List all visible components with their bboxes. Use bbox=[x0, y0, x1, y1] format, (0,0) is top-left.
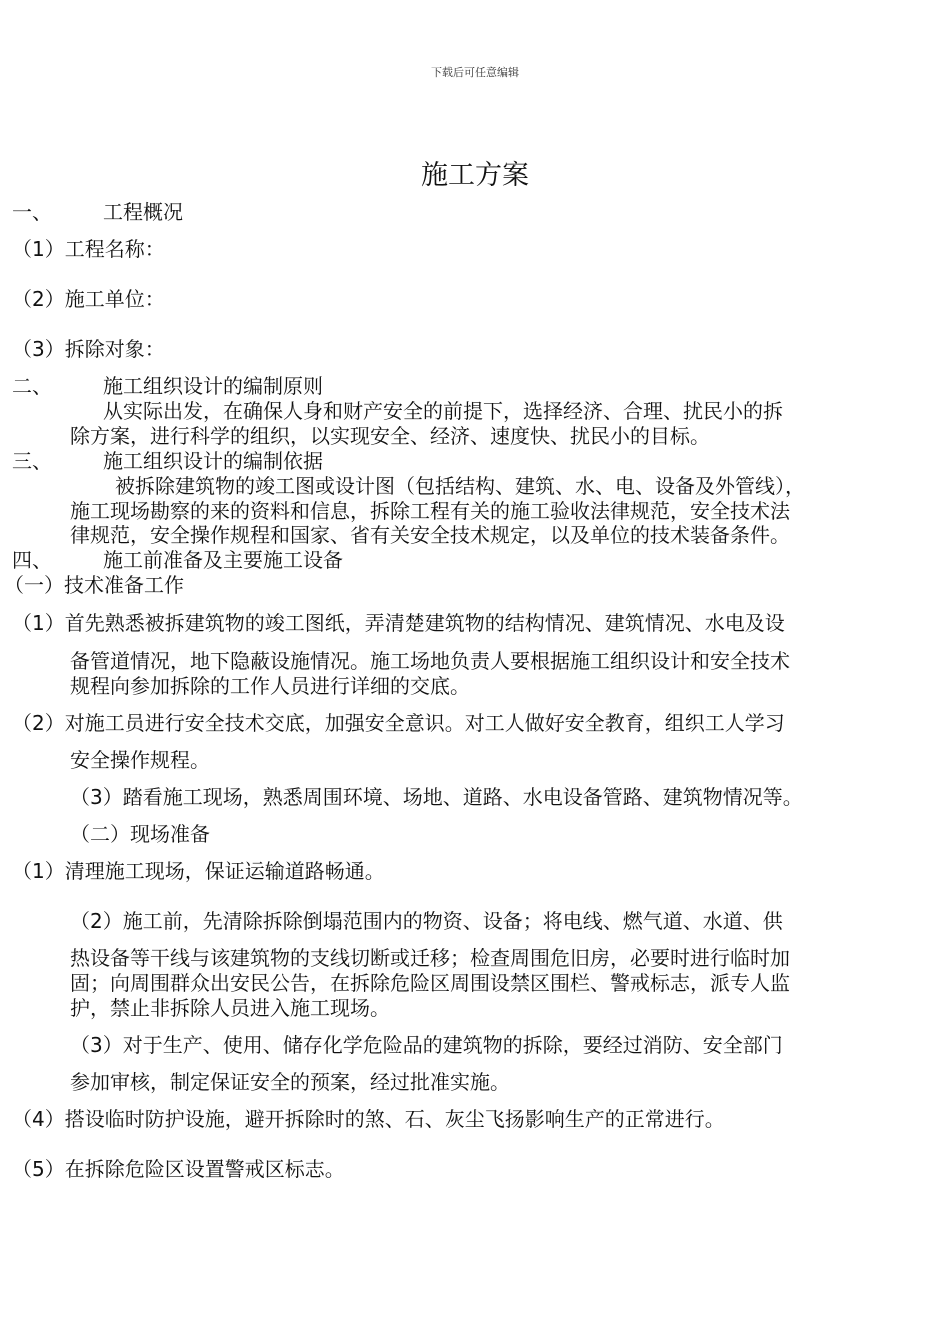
construction-unit-item: （2）施工单位： bbox=[12, 287, 165, 311]
tech-item-1-line: （1）首先熟悉被拆建筑物的竣工图纸，弄清楚建筑物的结构情况、建筑情况、水电及设 bbox=[12, 611, 785, 635]
site-item-4: （4）搭设临时防护设施，避开拆除时的煞、石、灰尘飞扬影响生产的正常进行。 bbox=[12, 1107, 725, 1131]
site-item-3-line: 参加审核，制定保证安全的预案，经过批准实施。 bbox=[70, 1070, 510, 1094]
section-3-heading: 施工组织设计的编制依据 bbox=[103, 449, 323, 473]
site-item-2-line: （2）施工前，先清除拆除倒塌范围内的物资、设备；将电线、燃气道、水道、供 bbox=[70, 909, 783, 933]
section-3-line: 施工现场勘察的来的资料和信息，拆除工程有关的施工验收法律规范，安全技术法 bbox=[70, 499, 790, 523]
section-2-line: 除方案，进行科学的组织，以实现安全、经济、速度快、扰民小的目标。 bbox=[70, 424, 710, 448]
document-title: 施工方案 bbox=[421, 160, 529, 191]
section-2-line: 从实际出发，在确保人身和财产安全的前提下，选择经济、合理、扰民小的拆 bbox=[103, 399, 783, 423]
section-4-heading: 施工前准备及主要施工设备 bbox=[103, 548, 343, 572]
section-3-line: 被拆除建筑物的竣工图或设计图（包括结构、建筑、水、电、设备及外管线）， bbox=[115, 474, 805, 498]
page-header: 下载后可任意编辑 bbox=[431, 66, 519, 79]
section-4-number: 四、 bbox=[12, 548, 52, 572]
site-item-3-line: （3）对于生产、使用、储存化学危险品的建筑物的拆除，要经过消防、安全部门 bbox=[70, 1033, 783, 1057]
section-3-line: 律规范，安全操作规程和国家、省有关安全技术规定，以及单位的技术装备条件。 bbox=[70, 523, 790, 547]
tech-item-2-line: （2）对施工员进行安全技术交底，加强安全意识。对工人做好安全教育，组织工人学习 bbox=[12, 711, 785, 735]
section-1-number: 一、 bbox=[12, 200, 52, 224]
project-name-item: （1）工程名称： bbox=[12, 237, 165, 261]
tech-item-2-line: 安全操作规程。 bbox=[70, 748, 210, 772]
tech-item-3: （3）踏看施工现场，熟悉周围环境、场地、道路、水电设备管路、建筑物情况等。 bbox=[70, 785, 803, 809]
site-item-2-line: 固；向周围群众出安民公告，在拆除危险区周围设禁区围栏、警戒标志，派专人监 bbox=[70, 971, 790, 995]
section-1-heading: 工程概况 bbox=[103, 200, 183, 224]
section-2-heading: 施工组织设计的编制原则 bbox=[103, 374, 323, 398]
site-item-2-line: 护，禁止非拆除人员进入施工现场。 bbox=[70, 996, 390, 1020]
site-item-2-line: 热设备等干线与该建筑物的支线切断或迁移；检查周围危旧房，必要时进行临时加 bbox=[70, 946, 790, 970]
subsection-site-prep: （二）现场准备 bbox=[70, 822, 210, 846]
site-item-5: （5）在拆除危险区设置警戒区标志。 bbox=[12, 1157, 345, 1181]
tech-item-1-line: 规程向参加拆除的工作人员进行详细的交底。 bbox=[70, 674, 470, 698]
demolition-object-item: （3）拆除对象： bbox=[12, 337, 165, 361]
site-item-1: （1）清理施工现场，保证运输道路畅通。 bbox=[12, 859, 385, 883]
tech-item-1-line: 备管道情况，地下隐蔽设施情况。施工场地负责人要根据施工组织设计和安全技术 bbox=[70, 649, 790, 673]
section-2-number: 二、 bbox=[12, 374, 52, 398]
subsection-tech-prep: （一）技术准备工作 bbox=[4, 573, 184, 597]
section-3-number: 三、 bbox=[12, 449, 52, 473]
